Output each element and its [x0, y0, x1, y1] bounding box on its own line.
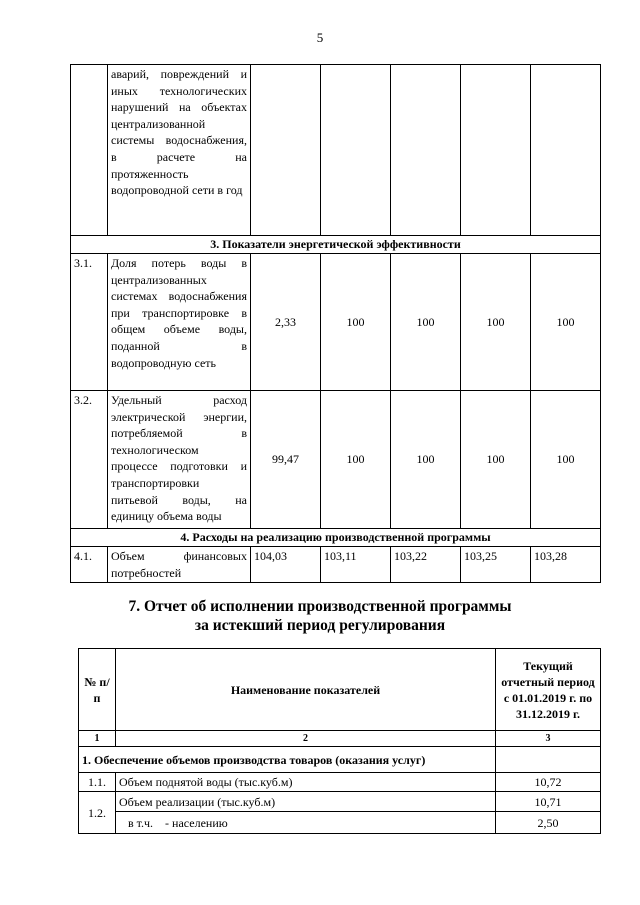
value-cell: 100 — [391, 254, 461, 391]
value-cell: 100 — [391, 391, 461, 529]
table-row — [79, 792, 601, 812]
header-name: Наименование показателей — [116, 649, 496, 731]
table-row — [71, 547, 601, 583]
header-row — [79, 649, 601, 731]
empty-cell — [496, 747, 601, 773]
value-cell: 103,11 — [321, 547, 391, 583]
indicator-name: аварий, повреждений и иных технологических нарушений на объектах централизованной системы водоснабжения, в расчете на протяженность водопроводной сети в год — [108, 65, 251, 236]
value-cell: 100 — [461, 391, 531, 529]
column-numbers-row — [79, 731, 601, 747]
table-row — [71, 391, 601, 529]
section-heading-line2: за истекший период регулирования — [194, 617, 446, 634]
value-cell: 104,03 — [251, 547, 321, 583]
value-cell: 100 — [321, 391, 391, 529]
value-cell: 2,33 — [251, 254, 321, 391]
indicator-name: в т.ч. - населению — [116, 812, 496, 834]
value-cell — [461, 65, 531, 236]
section-row — [71, 236, 601, 254]
indicator-name: Объем финансовых потребностей — [108, 547, 251, 583]
indicator-name: Доля потерь воды в централизованных системах водоснабжения при транспортировке в общем объеме воды, поданной в водопроводную сеть — [108, 254, 251, 391]
section-row — [79, 747, 601, 773]
table-row — [71, 65, 601, 236]
column-number: 2 — [116, 731, 496, 747]
table-row — [79, 773, 601, 792]
row-number — [71, 65, 108, 236]
page-number: 5 — [316, 30, 324, 45]
value-cell — [321, 65, 391, 236]
row-number: 3.1. — [71, 254, 108, 391]
section-title: 1. Обеспечение объемов производства товаров (оказания услуг) — [79, 747, 496, 773]
row-number: 1.2. — [79, 792, 116, 834]
header-num: № п/п — [79, 649, 116, 731]
value-cell: 2,50 — [496, 812, 601, 834]
value-cell: 100 — [531, 254, 601, 391]
value-cell: 100 — [531, 391, 601, 529]
table-row — [71, 254, 601, 391]
value-cell: 99,47 — [251, 391, 321, 529]
section-heading-line1: 7. Отчет об исполнении производственной программы — [128, 598, 512, 615]
header-current-period: Текущий отчетный период с 01.01.2019 г. по 31.12.2019 г. — [496, 649, 601, 731]
row-number: 1.1. — [79, 773, 116, 792]
section-title: 4. Расходы на реализацию производственной программы — [71, 529, 601, 547]
indicator-name: Объем реализации (тыс.куб.м) — [116, 792, 496, 812]
column-number: 1 — [79, 731, 116, 747]
value-cell: 100 — [461, 254, 531, 391]
value-cell: 10,71 — [496, 792, 601, 812]
value-cell — [391, 65, 461, 236]
section-title: 3. Показатели энергетической эффективности — [71, 236, 601, 254]
value-cell — [531, 65, 601, 236]
row-number: 3.2. — [71, 391, 108, 529]
value-cell: 103,25 — [461, 547, 531, 583]
indicator-name: Удельный расход электрической энергии, потребляемой в технологическом процессе подготовки и транспортировки питьевой воды, на единицу объема воды — [108, 391, 251, 529]
report-table — [78, 648, 601, 834]
indicator-name: Объем поднятой воды (тыс.куб.м) — [116, 773, 496, 792]
table-row — [79, 812, 601, 834]
column-number: 3 — [496, 731, 601, 747]
section-row — [71, 529, 601, 547]
value-cell: 103,22 — [391, 547, 461, 583]
row-number: 4.1. — [71, 547, 108, 583]
value-cell: 103,28 — [531, 547, 601, 583]
value-cell — [251, 65, 321, 236]
value-cell: 100 — [321, 254, 391, 391]
value-cell: 10,72 — [496, 773, 601, 792]
indicators-table — [70, 64, 601, 583]
